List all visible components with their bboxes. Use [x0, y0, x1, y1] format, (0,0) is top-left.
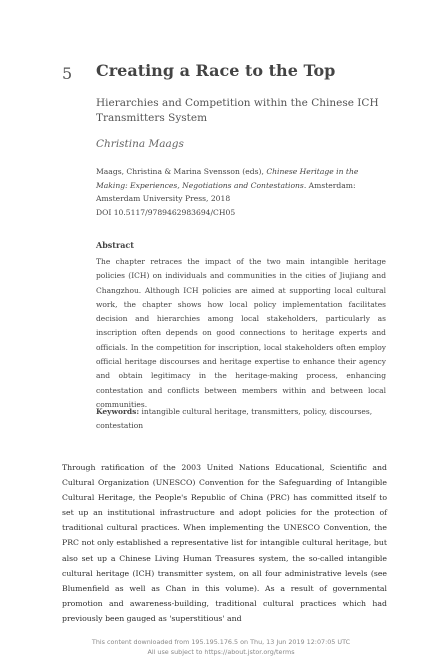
citation-lead: Maags, Christina & Marina Svensson (eds),	[96, 167, 267, 176]
citation-doi: DOI 10.5117/9789462983694/CH05	[96, 207, 236, 217]
chapter-author: Christina Maags	[96, 138, 184, 150]
abstract-heading: Abstract	[96, 240, 134, 250]
citation-block	[96, 165, 386, 219]
keywords-block	[96, 405, 386, 434]
footer-download-note: This content downloaded from 195.195.176.5 on Thu, 13 Jun 2019 12:07:05 UTC	[91, 638, 351, 646]
keywords-text: intangible cultural heritage, transmitters, policy, discourses, contestation	[96, 407, 373, 431]
footer-terms-note: All use subject to https://about.jstor.org/terms	[147, 648, 295, 656]
citation-book-title: Chinese Heritage in the Making: Experiences, Negotiations and Contestations	[96, 167, 359, 190]
chapter-title: Creating a Race to the Top	[96, 61, 336, 80]
chapter-subtitle: Hierarchies and Competition within the Chinese ICH Transmitters System	[96, 97, 379, 124]
page-footer	[0, 637, 442, 657]
keywords-label: Keywords:	[96, 407, 140, 416]
abstract-text: The chapter retraces the impact of the two main intangible heritage policies (ICH) on individuals and communities in the cities of Jiujiang and Changzhou. Although ICH policies are aimed at supporting local cultural work, the chapter shows how local policy implementation facilitates decision and hierarchies among local stakeholders, particularly as inscription often depends on good connections to heritage experts and officials. In the competition for inscription, local stakeholders often employ official heritage discourses and heritage expertise to enhance their agency and obtain legitimacy in the heritage-making process, enhancing contestation and conflicts between members within and between local communities.	[96, 257, 386, 409]
citation-publisher: . Amsterdam: Amsterdam University Press, 2018	[96, 180, 356, 204]
chapter-number: 5	[62, 64, 73, 83]
body-paragraph: Through ratification of the 2003 United Nations Educational, Scientific and Cultural Organization (UNESCO) Convention for the Safeguarding of Intangible Cultural Heritage, the People's Republic of China (PRC) has committed itself to set up an institutional infrastructure and adopt policies for the protection of traditional cultural practices. When implementing the UNESCO Convention, the PRC not only established a representative list for intangible cultural heritage, but also set up a Chinese Living Human Treasures system, the so-called intangible cultural heritage (ICH) transmitter system, on all four administrative levels (see Blumenfield as well as Chan in this volume). As a result of governmental promotion and awareness-building, traditional cultural practices which had previously been gauged as 'superstitious' and	[62, 463, 387, 623]
body-text-block	[62, 460, 387, 626]
